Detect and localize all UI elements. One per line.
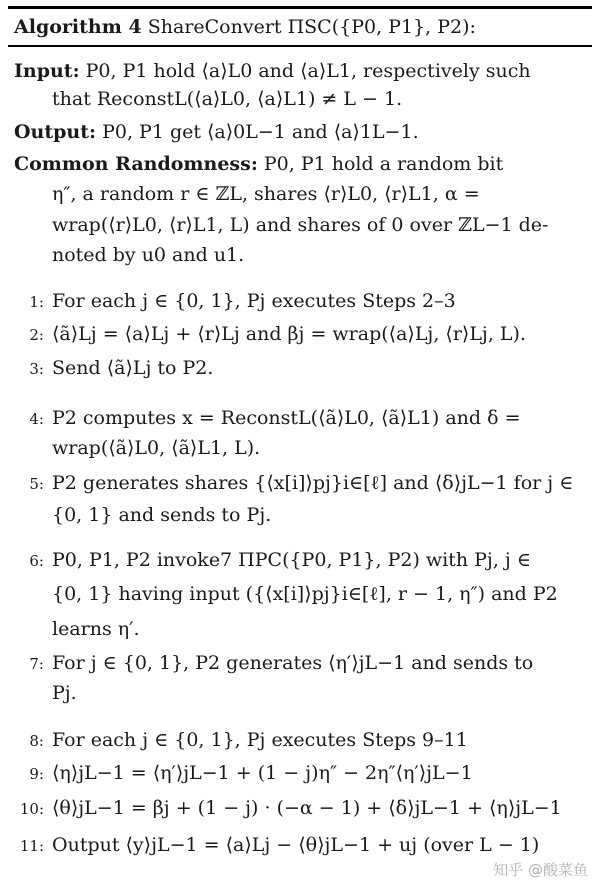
input-line-2: that ReconstL(⟨a⟩L0, ⟨a⟩L1) ≠ L − 1. <box>52 88 403 110</box>
step-number: 4: <box>29 410 44 428</box>
header-rule <box>8 45 592 47</box>
randomness-line-1: Common Randomness: P0, P1 hold a random bit <box>14 153 504 175</box>
step-number: 1: <box>29 293 44 311</box>
top-rule <box>8 6 592 9</box>
step-number: 5: <box>29 475 44 493</box>
algorithm-title: ShareConvert ΠSC({P0, P1}, P2): <box>147 16 476 38</box>
step-4-cont: wrap(⟨ã⟩L0, ⟨ã⟩L1, L). <box>52 437 261 459</box>
step-number: 11: <box>19 837 44 855</box>
step-4: 4: P2 computes x = ReconstL(⟨ã⟩L0, ⟨ã⟩L1) and δ = <box>14 405 521 432</box>
randomness-line-4: noted by u0 and u1. <box>52 244 245 266</box>
step-8: 8: For each j ∈ {0, 1}, Pj executes Steps 9–11 <box>14 727 468 754</box>
step-number: 7: <box>29 655 44 673</box>
randomness-line-3: wrap(⟨r⟩L0, ⟨r⟩L1, L) and shares of 0 over ℤL−1 de- <box>52 214 549 236</box>
step-number: 2: <box>29 326 44 344</box>
step-2: 2: ⟨ã⟩Lj = ⟨a⟩Lj + ⟨r⟩Lj and βj = wrap(⟨a⟩Lj, ⟨r⟩Lj, L). <box>14 321 526 348</box>
step-11: 11: Output ⟨y⟩jL−1 = ⟨a⟩Lj − ⟨θ⟩jL−1 + uj (over L − 1) <box>14 832 539 859</box>
step-1: 1: For each j ∈ {0, 1}, Pj executes Steps 2–3 <box>14 288 456 315</box>
step-6-cont-2: learns η′. <box>52 618 140 640</box>
step-number: 6: <box>29 552 44 570</box>
step-9: 9: ⟨η⟩jL−1 = ⟨η′⟩jL−1 + (1 − j)η″ − 2η″⟨η′⟩jL−1 <box>14 760 473 787</box>
output-line: Output: P0, P1 get ⟨a⟩0L−1 and ⟨a⟩1L−1. <box>14 121 419 143</box>
step-number: 9: <box>29 765 44 783</box>
step-number: 8: <box>29 732 44 750</box>
step-7: 7: For j ∈ {0, 1}, P2 generates ⟨η′⟩jL−1 and sends to <box>14 650 533 677</box>
randomness-line-2: η″, a random r ∈ ℤL, shares ⟨r⟩L0, ⟨r⟩L1, α = <box>52 183 480 205</box>
watermark: 知乎 @酸菜鱼 <box>493 861 588 879</box>
output-keyword: Output: <box>14 121 97 143</box>
step-5-cont: {0, 1} and sends to Pj. <box>52 504 272 526</box>
input-keyword: Input: <box>14 60 80 82</box>
step-6: 6: P0, P1, P2 invoke7 ΠPC({P0, P1}, P2) with Pj, j ∈ <box>14 547 531 574</box>
input-line-1: Input: P0, P1 hold ⟨a⟩L0 and ⟨a⟩L1, respectively such <box>14 60 531 82</box>
randomness-keyword: Common Randomness: <box>14 153 258 175</box>
algorithm-label: Algorithm 4 <box>14 16 142 38</box>
step-3: 3: Send ⟨ã⟩Lj to P2. <box>14 355 213 382</box>
step-7-cont: Pj. <box>52 682 77 704</box>
step-number: 3: <box>29 360 44 378</box>
step-number: 10: <box>19 800 44 818</box>
step-6-cont-1: {0, 1} having input ({⟨x[i]⟩pj}i∈[ℓ], r − 1, η″) and P2 <box>52 583 558 605</box>
step-5: 5: P2 generates shares {⟨x[i]⟩pj}i∈[ℓ] and ⟨δ⟩jL−1 for j ∈ <box>14 470 573 497</box>
algorithm-header <box>14 14 476 40</box>
step-10: 10: ⟨θ⟩jL−1 = βj + (1 − j) · (−α − 1) + ⟨δ⟩jL−1 + ⟨η⟩jL−1 <box>14 795 562 822</box>
